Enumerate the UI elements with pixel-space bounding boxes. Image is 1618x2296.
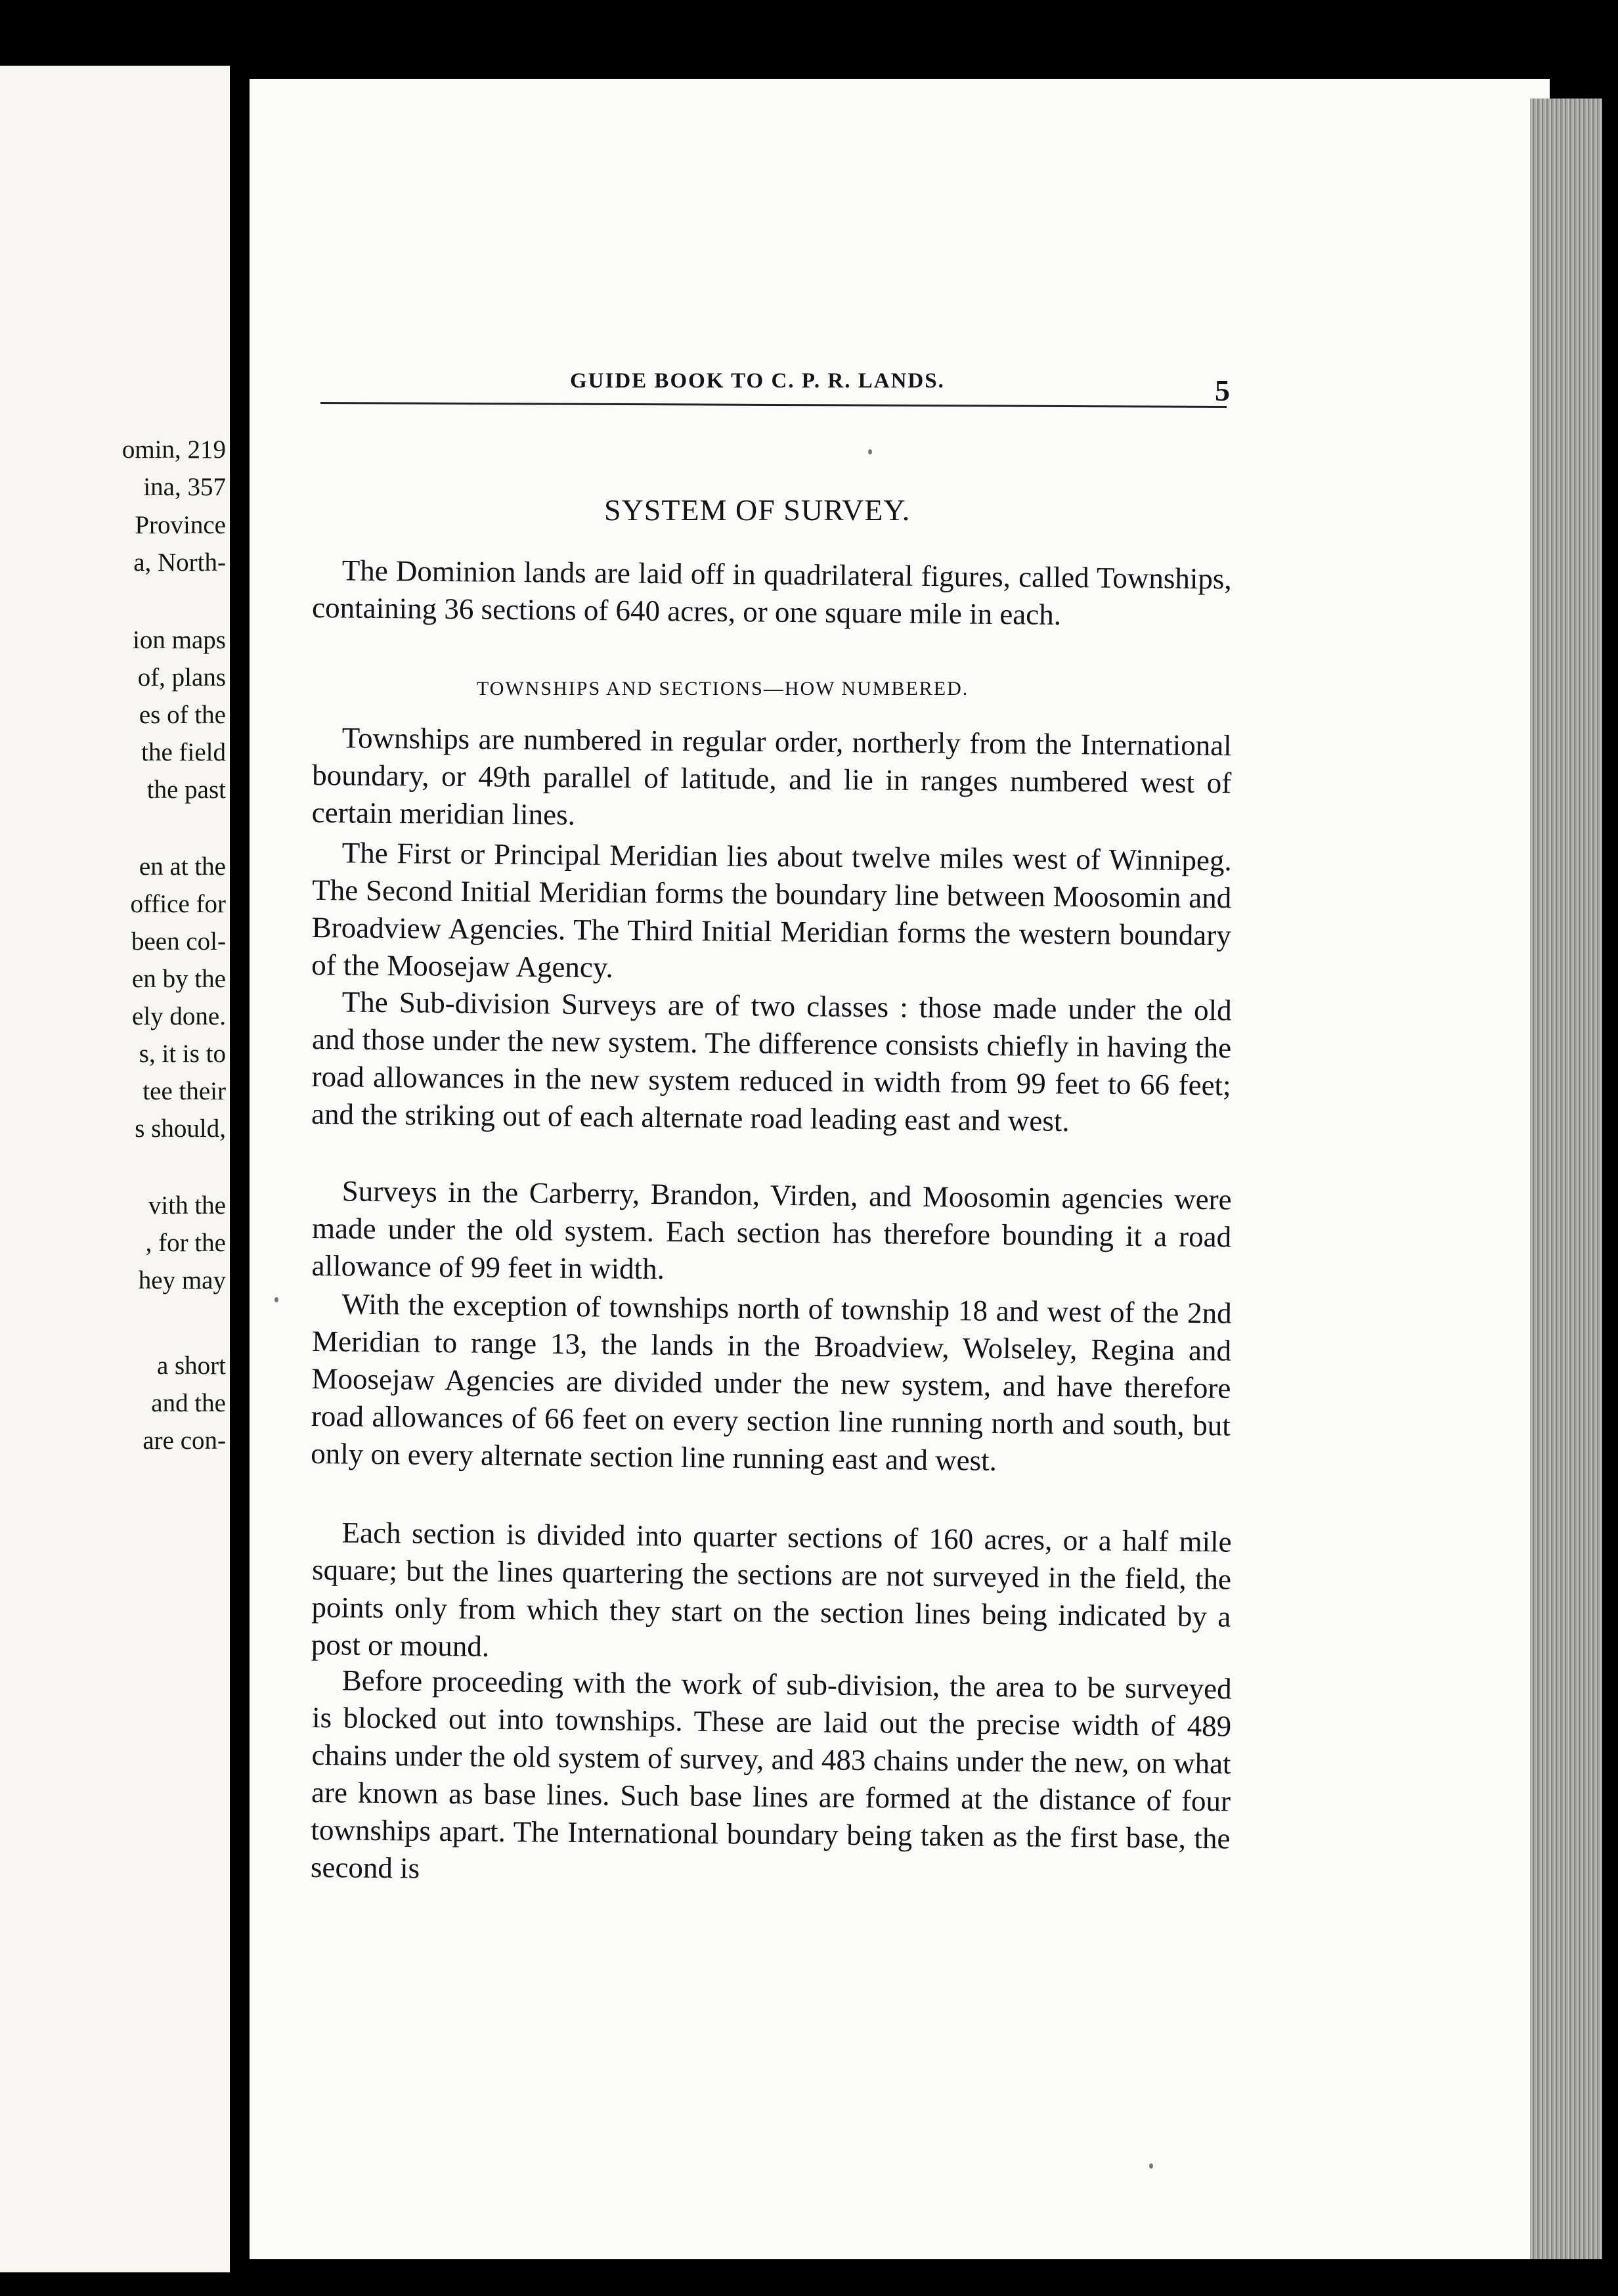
left-page-line: s, it is to [139,1040,226,1068]
ink-speck [868,449,872,454]
ink-speck [274,1297,278,1302]
left-page-line: tee their [142,1077,226,1105]
running-header: GUIDE BOOK TO C. P. R. LANDS. [570,369,945,393]
left-page-line: ina, 357 [143,473,226,501]
paragraph: The Sub-division Surveys are of two classes : those made under the old and those under the new system. The difference consists chiefly in having the road allowances in the new system reduced in width from 99 feet to 66 feet; and the striking out of each alternate road leading east and west. [311,985,1232,1138]
paragraph: The First or Principal Meridian lies about twelve miles west of Winnipeg. The Second Initial Meridian forms the boundary line between Moosomin and Broadview Agencies. The Third Initial Meridian forms the western boundary of the Moosejaw Agency. [311,836,1232,984]
paragraph: With the exception of townships north of township 18 and west of the 2nd Meridian to range 13, the lands in the Broadview, Wolseley, Regina and Moosejaw Agencies are divided under the new system, and have therefore road allowances of 66 feet on every section line running north and south, but only on every alternate section line running east and west. [311,1287,1232,1477]
left-page-line: en by the [132,965,226,993]
paragraph: Each section is divided into quarter sections of 160 acres, or a half mile square; but the lines quartering the sections are not surveyed in the field, the points only from which they start on the section lines being indicated by a post or mound. [311,1516,1232,1663]
left-page-line: , for the [145,1229,226,1257]
left-page-line: a short [156,1352,226,1380]
left-page-line: s should, [135,1115,226,1143]
paragraph: Before proceeding with the work of sub-division, the area to be surveyed is blocked out into townships. These are laid out the precise width of 489 chains under the old system of survey, and 483 chains under the new, on what are known as base lines. Such base lines are formed at the distance of four townships apart. The International boundary being taken as the first base, the second is [310,1664,1232,1885]
left-page-line: of, plans [137,663,226,692]
left-page-line: been col- [131,927,226,956]
left-page-line: the field [141,738,226,766]
left-page-line: ion maps [133,626,226,654]
page-edges [1530,99,1602,2259]
ink-speck [1149,2163,1153,2169]
paragraph: Townships are numbered in regular order, northerly from the International boundary, or 49th parallel of latitude, and lie in ranges numbered west of certain meridian lines. [311,721,1232,831]
left-page-line: omin, 219 [121,435,226,464]
left-page-line: a, North- [133,548,226,577]
left-facing-page [0,66,230,2272]
left-page-line: the past [146,776,226,804]
left-page-line: and the [151,1389,226,1417]
subsection-heading: TOWNSHIPS AND SECTIONS—HOW NUMBERED. [477,678,969,699]
page-number: 5 [1215,374,1230,407]
section-title: SYSTEM OF SURVEY. [604,493,911,527]
left-page-line: Province [135,511,226,539]
left-page-line: office for [130,890,226,918]
paragraph: The Dominion lands are laid off in quadrilateral figures, called Townships, containing 36 sections of 640 acres, or one square mile in each. [311,554,1232,631]
left-page-line: es of the [139,701,226,729]
left-page-line: en at the [139,852,226,881]
left-page-line: are con- [142,1426,226,1455]
left-page-line: ely done. [132,1002,226,1030]
paragraph: Surveys in the Carberry, Brandon, Virden, and Moosomin agencies were made under the old system. Each section has therefore bounding it a road allowance of 99 feet in width. [311,1174,1232,1286]
left-page-line: hey may [138,1266,226,1294]
left-page-line: vith the [148,1191,226,1220]
